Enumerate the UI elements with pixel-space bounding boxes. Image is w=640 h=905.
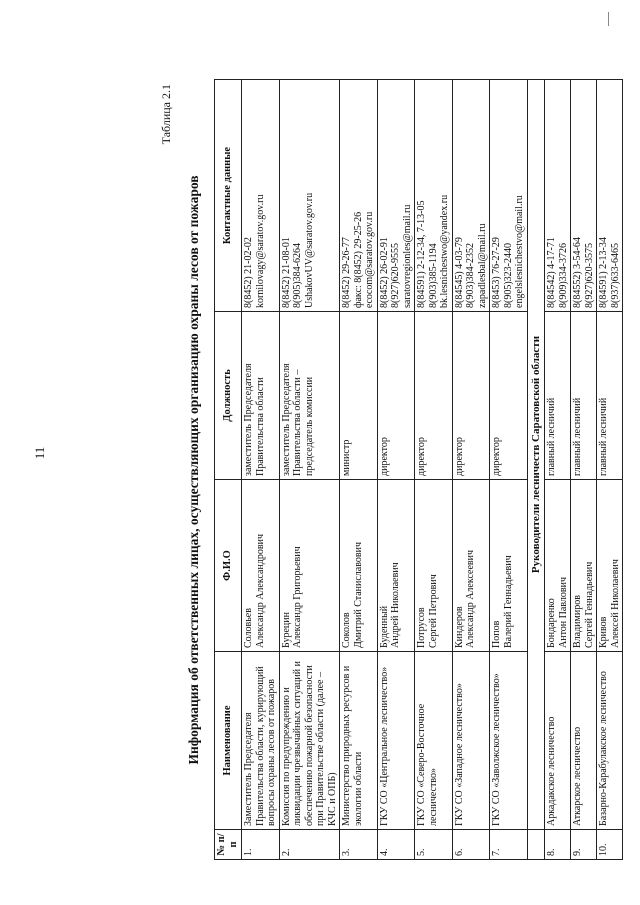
contact-line: 8(903)385-1194 [427,243,439,308]
row-name: ГКУ СО «Северо-Восточное лесничество» [415,652,453,830]
fio-surname: Буденный [378,605,390,648]
row-name: Министерство природных ресурсов и экологии области [340,652,378,830]
row-contacts [340,80,378,312]
row-contacts [571,80,597,312]
fio-surname: Бурецин [280,612,292,648]
contact-line: UshakovUV@saratov.gov.ru [303,192,315,308]
contact-line: 8(8452) 21-08-01 [280,237,292,308]
document-title: Информация об ответственных лицах, осуществляющих организацию охраны лесов от пожаров [186,175,201,765]
contact-line: 8(8452) 21-02-02 [243,237,255,308]
row-num: 3. [340,830,378,860]
row-name: ГКУ СО «Заволжское лесничество» [490,652,528,830]
table-header-row [215,80,242,860]
fio-given: Валерий Геннадьевич [502,555,514,648]
table-label: Таблица 2.1 [159,84,173,145]
table-row [242,80,280,860]
row-num: 2. [279,830,340,860]
table-row [571,80,597,860]
section-title: Руководители лесничеств Саратовской области [527,80,545,830]
row-position: главный лесничий [597,312,623,480]
row-num: 6. [452,830,490,860]
contact-line: ecocom@saratov.gov.ru [364,211,376,308]
header-contacts: Контактные данные [215,80,242,312]
row-position: директор [377,312,415,480]
row-name: Аткарское лесничество [571,652,597,830]
section-row [527,80,545,860]
fio-given: Александр Григорьевич [292,546,304,648]
row-name: Базарно-Карабулакское лесничество [597,652,623,830]
contact-line: saratovregionles@mail.ru [401,204,413,308]
row-name: ГКУ СО «Западное лесничество» [452,652,490,830]
contact-line: 8(905)323-2440 [502,243,514,308]
table-row [415,80,453,860]
contact-line: 8(909)334-3726 [557,243,569,308]
row-fio [452,480,490,652]
row-fio [490,480,528,652]
contact-line: 8(8453) 76-27-29 [491,237,503,308]
row-position: министр [340,312,378,480]
row-contacts [279,80,340,312]
row-position: заместитель Председателя Правительства области [242,312,280,480]
row-contacts [242,80,280,312]
fio-surname: Кривов [598,616,610,648]
contact-line: факс: 8(8452) 29-25-26 [352,211,364,308]
fio-given: Александр Александрович [254,534,266,648]
contact-line: 8(903)384-2352 [465,243,477,308]
fio-given: Сергей Петрович [427,574,439,648]
row-position: главный лесничий [545,312,571,480]
fio-surname: Бондаренко [546,598,558,648]
contact-line: 8(8452) 29-26-77 [341,237,353,308]
contact-line: 8(84591) 2-12-34, 7-13-05 [416,200,428,308]
row-name: Комиссия по предупреждению и ликвидации чрезвычайных ситуаций и обеспечению пожарной безопасности при Правительстве области (далее – КЧС и ОПБ) [279,652,340,830]
row-position: директор [415,312,453,480]
row-num: 8. [545,830,571,860]
table-row [452,80,490,860]
row-num: 1. [242,830,280,860]
row-contacts [545,80,571,312]
contact-line: 8(927)620-3575 [583,243,595,308]
row-contacts [452,80,490,312]
header-position: Должность [215,312,242,480]
row-name: Аркадакское лесничество [545,652,571,830]
row-fio [279,480,340,652]
fio-surname: Соколов [341,612,353,648]
table-row [597,80,623,860]
row-fio [597,480,623,652]
fio-surname: Соловьев [243,608,255,648]
header-name: Наименование [215,652,242,830]
table-row [545,80,571,860]
contact-line: engelslesnichestvo@mail.ru [514,195,526,308]
contact-line: 8(84545) 4-03-79 [453,237,465,308]
table-row [490,80,528,860]
row-contacts [377,80,415,312]
contact-line: 8(927)620-9555 [390,243,402,308]
row-name: ГКУ СО «Центральное лесничество» [377,652,415,830]
row-num: 7. [490,830,528,860]
row-position: заместитель Председателя Правительства области – председатель комиссии [279,312,340,480]
scan-mark [608,12,609,26]
responsible-persons-table [214,79,623,860]
row-contacts [490,80,528,312]
fio-surname: Потрусов [416,607,428,648]
row-num: 10. [597,830,623,860]
row-contacts [415,80,453,312]
fio-given: Антон Павлович [557,576,569,648]
fio-given: Андрей Николаевич [390,562,402,648]
page-number: 11 [32,446,47,460]
fio-given: Дмитрий Станиславович [352,542,364,648]
fio-surname: Попов [491,620,503,648]
header-num: № п/п [215,830,242,860]
row-fio [242,480,280,652]
row-position: директор [452,312,490,480]
row-fio [545,480,571,652]
fio-given: Александр Алексеевич [465,550,477,648]
fio-surname: Владимиров [572,595,584,648]
row-name: Заместитель Председателя Правительства области, курирующий вопросы охраны лесов от пожаров [242,652,280,830]
row-fio [377,480,415,652]
row-fio [415,480,453,652]
row-fio [340,480,378,652]
fio-surname: Киндеров [453,606,465,648]
contact-line: 8(905)384-6264 [292,243,304,308]
row-position: директор [490,312,528,480]
fio-given: Алексей Николаевич [609,559,621,648]
row-num: 9. [571,830,597,860]
contact-line: 8(84552) 3-54-64 [572,237,584,308]
row-num: 4. [377,830,415,860]
rotated-page-content [159,80,621,860]
contact-line: 8(8452) 26-02-91 [378,237,390,308]
contact-line: zapadlesbal@mail.ru [476,223,488,308]
table-row [377,80,415,860]
table-row [340,80,378,860]
row-num: 5. [415,830,453,860]
header-fio: Ф.И.О [215,480,242,652]
table-row [279,80,340,860]
row-position: главный лесничий [571,312,597,480]
contact-line: 8(84542) 4-17-71 [546,237,558,308]
contact-line: 8(937)633-6465 [609,243,621,308]
contact-line: kornilovagy@saratov.gov.ru [254,194,266,308]
row-fio [571,480,597,652]
fio-given: Сергей Геннадьевич [583,561,595,648]
contact-line: 8(84591) 2-13-34 [598,237,610,308]
contact-line: bk.lesnichestwo@yandex.ru [439,194,451,308]
row-contacts [597,80,623,312]
